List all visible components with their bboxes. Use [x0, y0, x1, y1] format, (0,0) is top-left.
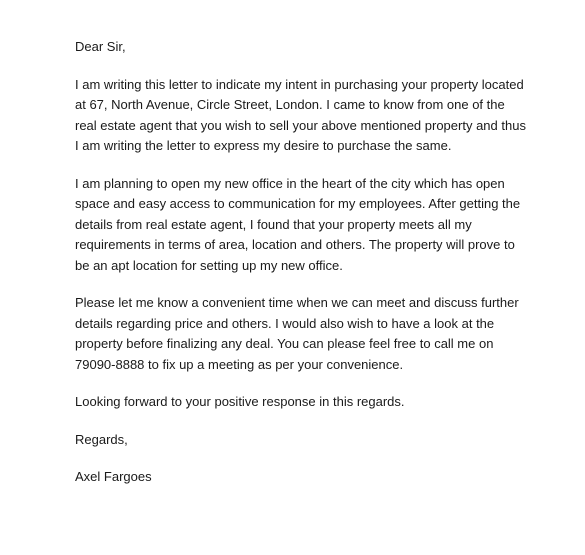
paragraph-line: 79090-8888 to fix up a meeting as per your convenience.	[75, 356, 404, 372]
letter-paragraph-1	[75, 75, 575, 157]
paragraph-line: requirements in terms of area, location and others. The property will prove to	[75, 237, 515, 252]
paragraph-line: Please let me know a convenient time when we can meet and discuss further	[75, 295, 519, 310]
paragraph-line: details regarding price and others. I would also wish to have a look at the	[75, 315, 495, 331]
paragraph-line: Looking forward to your positive response in this regards.	[75, 394, 405, 409]
letter-paragraph-2	[75, 174, 575, 277]
paragraph-line: property before finalizing any deal. You can please feel free to call me on	[75, 336, 494, 351]
paragraph-line: space and easy access to communication for my employees. After getting the	[75, 196, 521, 211]
letter-salutation	[75, 37, 575, 58]
letter-paragraph-3	[75, 293, 575, 375]
paragraph-line: be an apt location for setting up my new office.	[75, 257, 343, 273]
signature-name: Axel Fargoes	[75, 469, 152, 484]
paragraph-line: at 67, North Avenue, Circle Street, London. I came to know from one of the	[75, 97, 505, 112]
paragraph-line: I am writing the letter to express my desire to purchase the same.	[75, 138, 452, 153]
letter-paragraph-4	[75, 392, 575, 413]
paragraph-line: details from real estate agent, I found that your property meets all my	[75, 216, 472, 232]
paragraph-line: real estate agent that you wish to sell your above mentioned property and thus	[75, 117, 526, 133]
letter-body	[75, 37, 575, 505]
letter-closing	[75, 430, 575, 451]
salutation-text: Dear Sir,	[75, 39, 126, 54]
letter-signature	[75, 467, 575, 488]
paragraph-line: I am writing this letter to indicate my intent in purchasing your property located	[75, 76, 524, 92]
paragraph-line: I am planning to open my new office in the heart of the city which has open	[75, 175, 505, 191]
closing-text: Regards,	[75, 431, 128, 447]
